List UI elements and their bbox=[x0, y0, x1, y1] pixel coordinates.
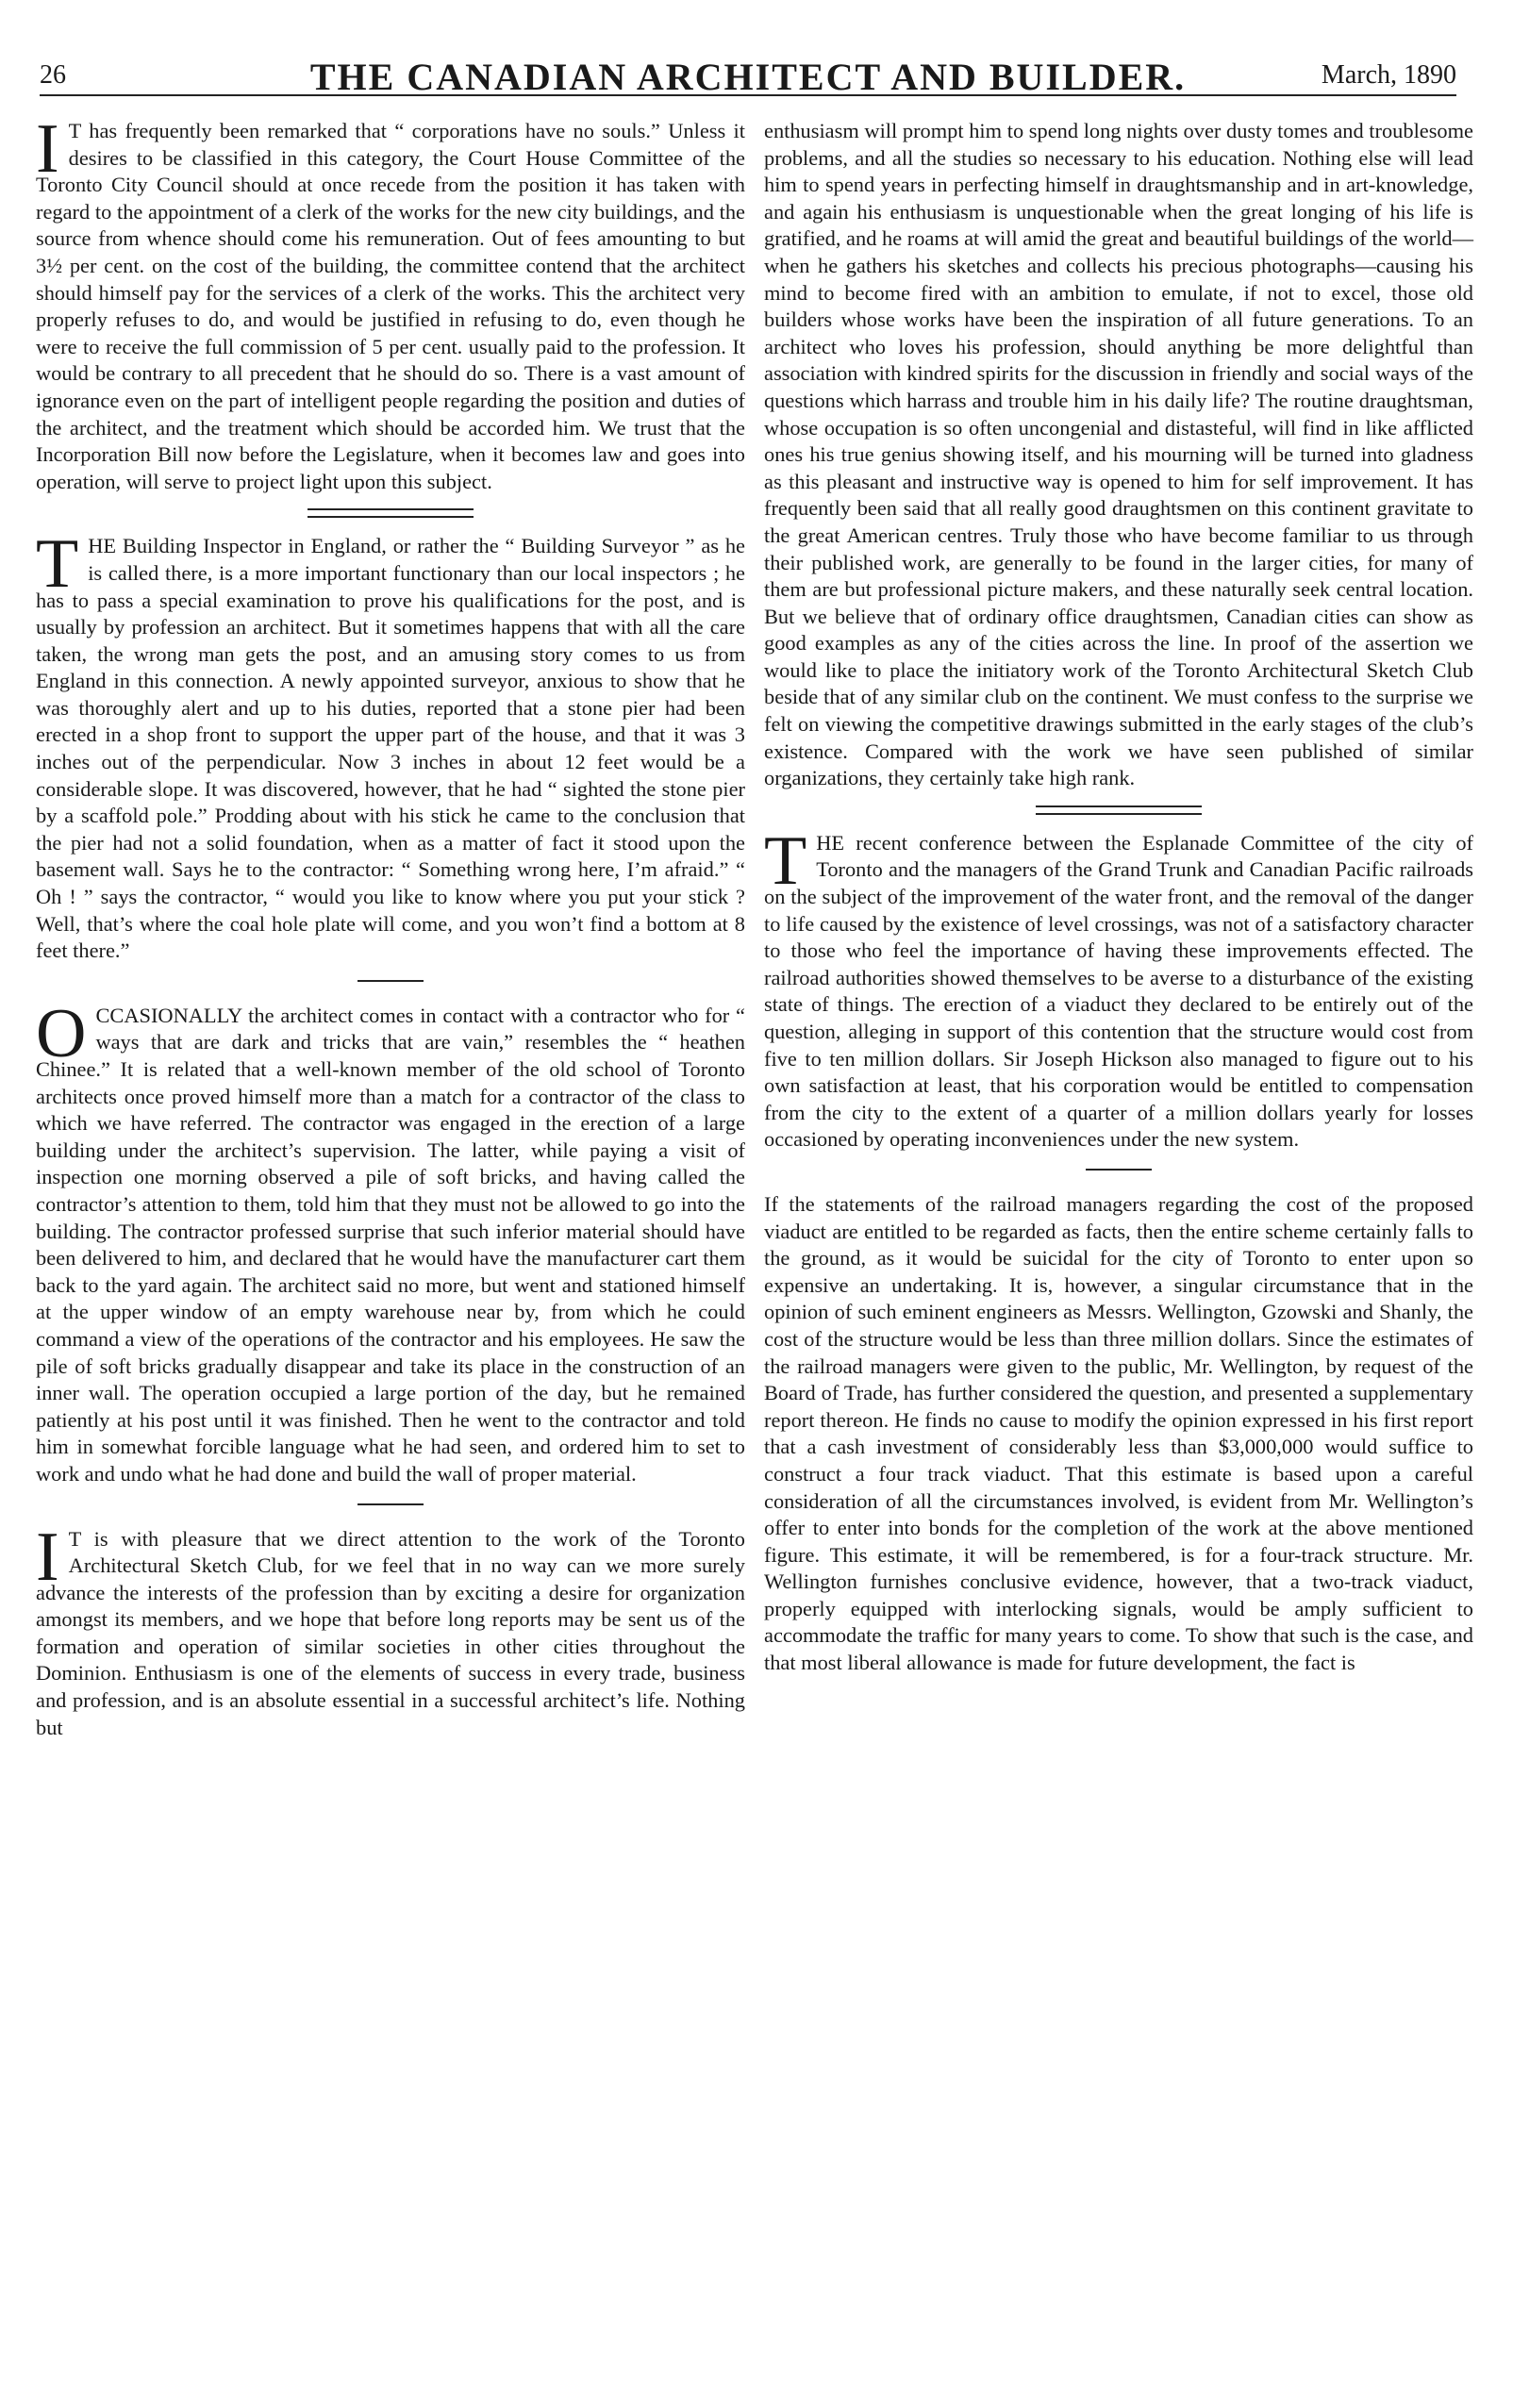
section-divider bbox=[1086, 1169, 1152, 1171]
dropcap: T bbox=[764, 822, 807, 900]
issue-date: March, 1890 bbox=[1321, 60, 1456, 90]
section-divider bbox=[1036, 805, 1202, 815]
section-divider bbox=[308, 508, 474, 518]
masthead-title: THE CANADIAN ARCHITECT AND BUILDER. bbox=[309, 56, 1187, 98]
article-sketch-club-continued: enthusiasm will prompt him to spend long nights over dusty tomes and troublesome problems, and all the studies so necessary to his education. Nothing else will lead him to spend years in perfecting himself in draughtsmanship and in art-knowledge, and again his enthusiasm is unquestionable when the great longing of his life is gratified, and he roams at will amid the great and beautiful buildings of the world—when he gathers his sketches and collects his precious photographs—causing his mind to become fired with an ambition to emulate, if not to excel, those old builders whose works have been the inspiration of all future generations. To an architect who loves his profession, should anything be more delightful than association with kindred spirits for the discussion in friendly and social ways of the questions which harrass and trouble him in his daily life? The routine draughtsman, whose occupation is so often uncongenial and distasteful, will find in like afflicted ones his true genius showing itself, and his mourning will be turned into gladness as this pleasant and instructive way is opened to him for self improvement. It has frequently been said that all really good draughtsmen on this continent gravitate to the great American centres. Truly those who have become familiar to us through their published work, are generally to be found in the larger cities, for many of them are but professional picture makers, and these naturally seek central location. But we believe that of ordinary office draughtsmen, Canadian cities can show as good examples as any of the cities across the line. In proof of the assertion we would like to place the initiatory work of the Toronto Architectural Sketch Club beside that of any similar club on the continent. We must confess to the surprise we felt on viewing the competitive drawings submitted in the early stages of the club’s existence. Compared with the work we have seen published of similar organizations, they certainly take high rank. bbox=[764, 119, 1473, 790]
article-body: HE recent conference between the Esplanade Committee of the city of Toronto and the managers of the Grand Trunk and Canadian Pacific railroads on the subject of the improvement of the water front, and the removal of the danger to life caused by the existence of level crossings, was not of a satisfactory character to those who feel the importance of having these improvements effected. The railroad authorities showed themselves to be averse to a disturbance of the existing state of things. The erection of a viaduct they declared to be entirely out of the question, alleging in support of this contention that the structure would cost from five to ten million dollars. Sir Joseph Hickson also managed to figure out to his own satisfaction at least, that his corporation would be entitled to compensation from the city to the extent of a quarter of a million dollars yearly for losses occasioned by operating inconveniences under the new system. bbox=[764, 830, 1473, 1152]
section-divider bbox=[357, 980, 424, 982]
section-divider bbox=[357, 1503, 424, 1505]
right-column bbox=[764, 118, 1473, 1677]
article-inspector bbox=[36, 525, 745, 965]
article-esplanade bbox=[764, 822, 1473, 1154]
left-column bbox=[36, 110, 745, 1741]
article-body: T is with pleasure that we direct attention to the work of the Toronto Architectural Sketch Club, for we feel that in no way can we more surely advance the interests of the profession than by exciting a desire for organization amongst its members, and we hope that before long reports may be sent us of the formation and operation of similar societies in other cities throughout the Dominion. Enthusiasm is one of the elements of success in every trade, business and profession, and is an absolute essential in a successful architect’s life. Nothing but bbox=[36, 1526, 745, 1739]
page-header bbox=[40, 55, 1456, 96]
page-number: 26 bbox=[40, 60, 66, 90]
article-body: CCASIONALLY the architect comes in contact with a contractor who for “ ways that are dark and tricks that are vain,” resembles the “ heathen Chinee.” It is related that a well-known member of the old school of Toronto architects once proved himself more than a match for a contractor of the class to which we have referred. The contractor was engaged in the erection of a large building under the architect’s supervision. The latter, while paying a visit of inspection one morning observed a pile of soft bricks, and having called the contractor’s attention to them, told him that they must not be allowed to go into the building. The contractor professed surprise that such inferior material should have been delivered to him, and declared that he would have the manufacturer cart them back to the yard again. The architect said no more, but went and stationed himself at the upper window of an empty warehouse near by, from which he could command a view of the operations of the contractor and his employees. He saw the pile of soft bricks gradually disappear and take its place in the construction of an inner wall. The operation occupied a large portion of the day, but he remained patiently at his post until it was finished. Then he went to the contractor and told him in somewhat forcible language what he had seen, and ordered him to set to work and undo what he had done and build the wall of proper material. bbox=[36, 1003, 745, 1486]
dropcap: T bbox=[36, 525, 79, 604]
article-body: T has frequently been remarked that “ corporations have no souls.” Unless it desires to be classified in this category, the Court House Committee of the Toronto City Council should at once recede from the position it has taken with regard to the appointment of a clerk of the works for the new city buildings, and the source from whence should come his remuneration. Out of fees amounting to but 3½ per cent. on the cost of the building, the committee contend that the architect should himself pay for the services of a clerk of the works. This the architect very properly refuses to do, and would be justified in refusing to do, even though he were to receive the full commission of 5 per cent. usually paid to the profession. It would be contrary to all precedent that he should do so. There is a vast amount of ignorance even on the part of intelligent people regarding the position and duties of the architect, and the treatment which should be accorded him. We trust that the Incorporation Bill now before the Legislature, when it becomes law and goes into operation, will serve to project light upon this subject. bbox=[36, 119, 745, 493]
dropcap: I bbox=[36, 1518, 59, 1596]
article-occasionally bbox=[36, 994, 745, 1488]
article-sketch-club bbox=[36, 1518, 745, 1742]
dropcap: I bbox=[36, 110, 59, 188]
article-corporations bbox=[36, 110, 745, 495]
dropcap: O bbox=[36, 994, 87, 1072]
article-viaduct: If the statements of the railroad managers regarding the cost of the proposed viaduct are entitled to be regarded as facts, then the entire scheme certainly falls to the ground, as it would be suicidal for the city of Toronto to enter upon so expensive an undertaking. It is, however, a singular circumstance that in the opinion of such eminent engineers as Messrs. Wellington, Gzowski and Shanly, the cost of the structure would be less than three million dollars. Since the estimates of the railroad managers were given to the public, Mr. Wellington, by request of the Board of Trade, has further considered the question, and presented a supplementary report thereon. He finds no cause to modify the opinion expressed in his first report that a cash investment of considerably less than $3,000,000 would suffice to construct a four track viaduct. That this estimate is based upon a careful consideration of all the circumstances involved, is evident from Mr. Wellington’s offer to enter into bonds for the completion of the work at the above mentioned figure. This estimate, it will be remembered, is for a four-track structure. Mr. Wellington furnishes conclusive evidence, however, that a two-track viaduct, properly equipped with interlocking signals, would be amply sufficient to accommodate the traffic for many years to come. To show that such is the case, and that most liberal allowance is made for future development, the fact is bbox=[764, 1191, 1473, 1675]
article-body: HE Building Inspector in England, or rather the “ Building Surveyor ” as he is called there, is a more important functionary than our local inspectors ; he has to pass a special examination to prove his qualifications for the post, and is usually by profession an architect. But it sometimes happens that with all the care taken, the wrong man gets the post, and an amusing story comes to us from England in this connection. A newly appointed surveyor, anxious to show that he was thoroughly alert and up to his duties, reported that a stone pier had been erected in a shop front to support the upper part of the house, and that it was 3 inches out of the perpendicular. Now 3 inches in about 12 feet would be a considerable slope. It was discovered, however, that he had “ sighted the stone pier by a scaffold pole.” Prodding about with his stick he came to the conclusion that the pier had not a solid foundation, when as a matter of fact it stood upon the basement wall. Says he to the contractor: “ Something wrong here, I’m afraid.” “ Oh ! ” says the contractor, “ would you like to know where you put your stick ? Well, that’s where the coal hole plate will come, and you won’t find a bottom at 8 feet there.” bbox=[36, 534, 745, 963]
